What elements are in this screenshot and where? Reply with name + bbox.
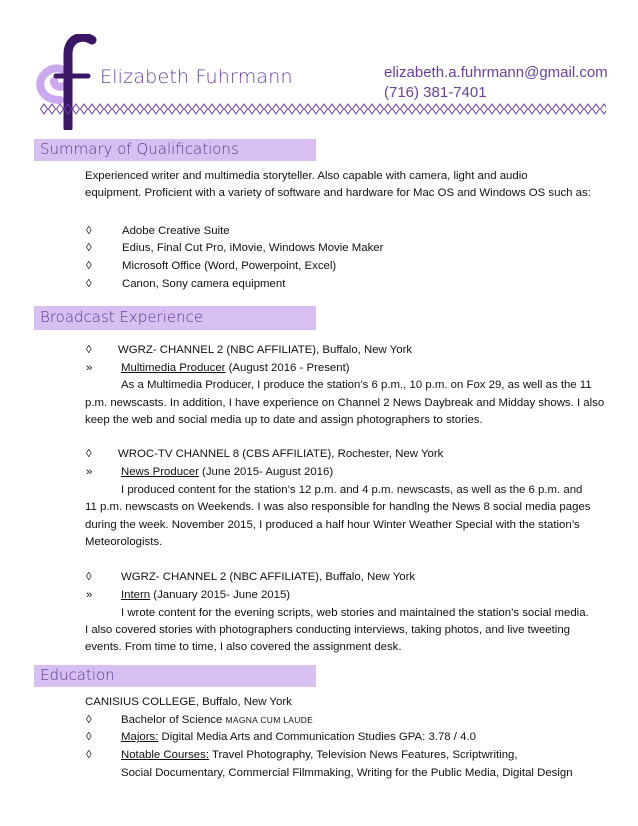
email-address[interactable]: elizabeth.a.fuhrmann@gmail.com [384, 64, 608, 81]
job-description-line: during the week. November 2015, I produced a half hour Winter Weather Special with the station’s [85, 519, 580, 531]
job-description-line: Meteorologists. [85, 536, 163, 548]
job-description-line: I also covered stories with photographers conducting interviews, taking photos, and live tweeting [85, 624, 571, 636]
job-role-line [121, 587, 290, 604]
honors: MAGNA CUM LAUDE [225, 715, 314, 725]
degree-line [121, 712, 313, 729]
monogram-logo-icon [30, 34, 100, 130]
diamond-bullet-icon: ◊ [86, 278, 92, 290]
school-name: CANISIUS COLLEGE, Buffalo, New York [85, 696, 292, 708]
job-description-line: As a Multimedia Producer, I produce the station’s 6 p.m., 10 p.m. on Fox 29, as well as the 11 [121, 379, 592, 391]
summary-line-2: equipment. Proficient with a variety of software and hardware for Mac OS and Windows OS such as: [85, 187, 591, 199]
job-role: Multimedia Producer [121, 362, 226, 374]
job-description-line: p.m. newscasts. In addition, I have experience on Channel 2 News Daybreak and Midday shows. I also [85, 397, 605, 409]
skill-item: Canon, Sony camera equipment [122, 278, 286, 290]
skill-item: Edius, Final Cut Pro, iMovie, Windows Movie Maker [122, 242, 384, 254]
diamond-chain-divider [40, 103, 606, 115]
degree: Bachelor of Science [121, 714, 226, 726]
job-role: Intern [121, 589, 151, 601]
majors-label: Majors: [121, 731, 159, 743]
job-station: WGRZ- CHANNEL 2 (NBC AFFILIATE), Buffalo, New York [121, 571, 416, 583]
job-description-line: I wrote content for the evening scripts, web stories and maintained the station’s social media. [121, 607, 589, 619]
broadcast-section-title: Broadcast Experience [40, 308, 204, 326]
diamond-bullet-icon: ◊ [86, 242, 92, 254]
summary-section-title: Summary of Qualifications [40, 140, 239, 158]
job-station: WROC-TV CHANNEL 8 (CBS AFFILIATE), Rochester, New York [118, 448, 444, 460]
diamond-bullet-icon: ◊ [86, 571, 92, 583]
diamond-bullet-icon: ◊ [86, 260, 92, 272]
summary-line-1: Experienced writer and multimedia storyteller. Also capable with camera, light and audio [85, 170, 528, 182]
arrow-bullet-icon: » [86, 466, 93, 478]
job-dates: (August 2016 - Present) [225, 362, 350, 374]
job-description-line: 11 p.m. newscasts on Weekends. I was also responsible for handlng the News 8 social media pages [85, 501, 591, 513]
job-description-line: I produced content for the station’s 12 p.m. and 4 p.m. newscasts, as well as the 6 p.m. and [121, 484, 583, 496]
courses-label: Notable Courses: [121, 749, 210, 761]
job-role: News Producer [121, 466, 199, 478]
courses-line [121, 747, 518, 764]
skill-item: Adobe Creative Suite [122, 225, 230, 237]
diamond-bullet-icon: ◊ [86, 731, 92, 743]
diamond-bullet-icon: ◊ [86, 749, 92, 761]
job-dates: (June 2015- August 2016) [198, 466, 334, 478]
diamond-bullet-icon: ◊ [86, 344, 92, 356]
majors-value: Digital Media Arts and Communication Studies GPA: 3.78 / 4.0 [158, 731, 476, 743]
majors-line [121, 729, 476, 746]
arrow-bullet-icon: » [86, 589, 93, 601]
courses-value: Travel Photography, Television News Features, Scriptwriting, [209, 749, 518, 761]
job-description-line: keep the web and social media up to date and assign photographers to stories. [85, 414, 483, 426]
job-role-line [121, 360, 350, 377]
courses-line-2: Social Documentary, Commercial Filmmaking, Writing for the Public Media, Digital Design [121, 767, 573, 779]
diamond-bullet-icon: ◊ [86, 448, 92, 460]
candidate-name: Elizabeth Fuhrmann [100, 66, 293, 88]
skill-item: Microsoft Office (Word, Powerpoint, Excel) [122, 260, 337, 272]
diamond-bullet-icon: ◊ [86, 225, 92, 237]
job-description-line: events. From time to time, I also covered the assignment desk. [85, 641, 402, 653]
education-section-title: Education [40, 666, 115, 684]
phone-number: (716) 381-7401 [384, 84, 487, 101]
job-role-line [121, 464, 333, 481]
job-dates: (January 2015- June 2015) [150, 589, 291, 601]
diamond-bullet-icon: ◊ [86, 714, 92, 726]
job-station: WGRZ- CHANNEL 2 (NBC AFFILIATE), Buffalo, New York [118, 344, 413, 356]
arrow-bullet-icon: » [86, 362, 93, 374]
